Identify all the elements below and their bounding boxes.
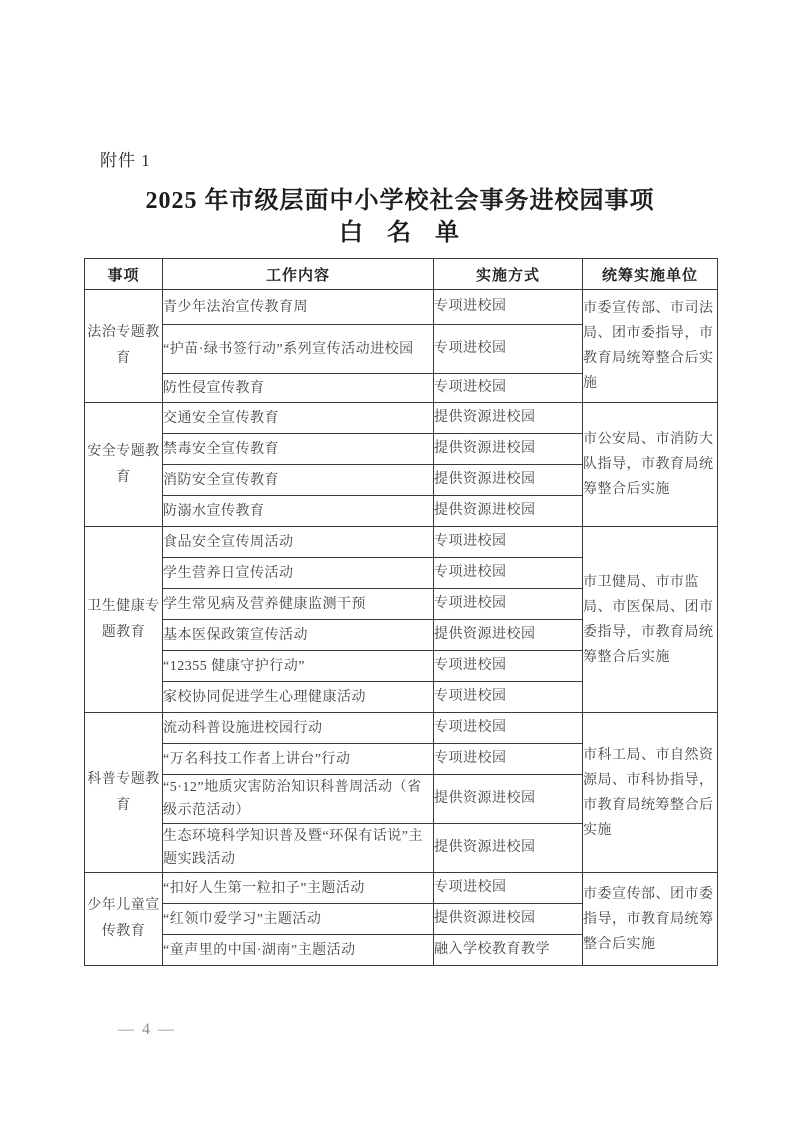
table-row [85, 713, 718, 744]
category-cell: 科普专题教育 [85, 713, 163, 873]
method-cell: 提供资源进校园 [434, 775, 583, 824]
category-cell: 卫生健康专题教育 [85, 527, 163, 713]
content-cell: 流动科普设施进校园行动 [163, 713, 434, 744]
document-title-line1: 2025 年市级层面中小学校社会事务进校园事项 [145, 188, 655, 214]
content-cell: “12355 健康守护行动” [163, 651, 434, 682]
unit-cell: 市委宣传部、市司法局、团市委指导，市教育局统筹整合后实施 [583, 290, 718, 403]
content-cell: 食品安全宣传周活动 [163, 527, 434, 558]
method-cell: 提供资源进校园 [434, 496, 583, 527]
method-cell: 专项进校园 [434, 651, 583, 682]
table-row [85, 527, 718, 558]
unit-cell: 市科工局、市自然资源局、市科协指导，市教育局统筹整合后实施 [583, 713, 718, 873]
method-cell: 提供资源进校园 [434, 403, 583, 434]
col-header-item: 事项 [85, 259, 163, 290]
table-row [85, 873, 718, 904]
content-cell: 防性侵宣传教育 [163, 374, 434, 403]
category-cell: 安全专题教育 [85, 403, 163, 527]
method-cell: 专项进校园 [434, 374, 583, 403]
col-header-unit: 统筹实施单位 [583, 259, 718, 290]
content-cell: “扣好人生第一粒扣子”主题活动 [163, 873, 434, 904]
content-cell: 家校协同促进学生心理健康活动 [163, 682, 434, 713]
content-cell: 生态环境科学知识普及暨“环保有话说”主题实践活动 [163, 824, 434, 873]
content-cell: 学生营养日宣传活动 [163, 558, 434, 589]
document-title-line2: 白 名 单 [339, 220, 461, 246]
method-cell: 提供资源进校园 [434, 434, 583, 465]
content-cell: 防溺水宣传教育 [163, 496, 434, 527]
attachment-label: 附件 1 [100, 151, 151, 170]
table-row [85, 403, 718, 434]
table-header-row [85, 259, 718, 290]
method-cell: 专项进校园 [434, 527, 583, 558]
unit-cell: 市委宣传部、团市委指导，市教育局统筹整合后实施 [583, 873, 718, 966]
content-cell: “5·12”地质灾害防治知识科普周活动（省级示范活动） [163, 775, 434, 824]
col-header-content: 工作内容 [163, 259, 434, 290]
table-row [85, 290, 718, 325]
method-cell: 专项进校园 [434, 682, 583, 713]
method-cell: 专项进校园 [434, 744, 583, 775]
method-cell: 专项进校园 [434, 558, 583, 589]
unit-cell: 市公安局、市消防大队指导，市教育局统筹整合后实施 [583, 403, 718, 527]
col-header-method: 实施方式 [434, 259, 583, 290]
method-cell: 专项进校园 [434, 290, 583, 325]
content-cell: 青少年法治宣传教育周 [163, 290, 434, 325]
content-cell: 基本医保政策宣传活动 [163, 620, 434, 651]
content-cell: 学生常见病及营养健康监测干预 [163, 589, 434, 620]
unit-cell: 市卫健局、市市监局、市医保局、团市委指导，市教育局统筹整合后实施 [583, 527, 718, 713]
content-cell: “护苗·绿书签行动”系列宣传活动进校园 [163, 325, 434, 374]
method-cell: 融入学校教育教学 [434, 935, 583, 966]
content-cell: 交通安全宣传教育 [163, 403, 434, 434]
method-cell: 专项进校园 [434, 873, 583, 904]
content-cell: 禁毒安全宣传教育 [163, 434, 434, 465]
content-cell: “童声里的中国·湖南”主题活动 [163, 935, 434, 966]
method-cell: 提供资源进校园 [434, 904, 583, 935]
method-cell: 提供资源进校园 [434, 824, 583, 873]
content-cell: “红领巾爱学习”主题活动 [163, 904, 434, 935]
content-cell: 消防安全宣传教育 [163, 465, 434, 496]
method-cell: 提供资源进校园 [434, 465, 583, 496]
method-cell: 专项进校园 [434, 589, 583, 620]
method-cell: 专项进校园 [434, 325, 583, 374]
method-cell: 专项进校园 [434, 713, 583, 744]
method-cell: 提供资源进校园 [434, 620, 583, 651]
page-number: — 4 — [118, 1021, 176, 1038]
category-cell: 少年儿童宣传教育 [85, 873, 163, 966]
whitelist-table [84, 258, 718, 966]
category-cell: 法治专题教育 [85, 290, 163, 403]
content-cell: “万名科技工作者上讲台”行动 [163, 744, 434, 775]
